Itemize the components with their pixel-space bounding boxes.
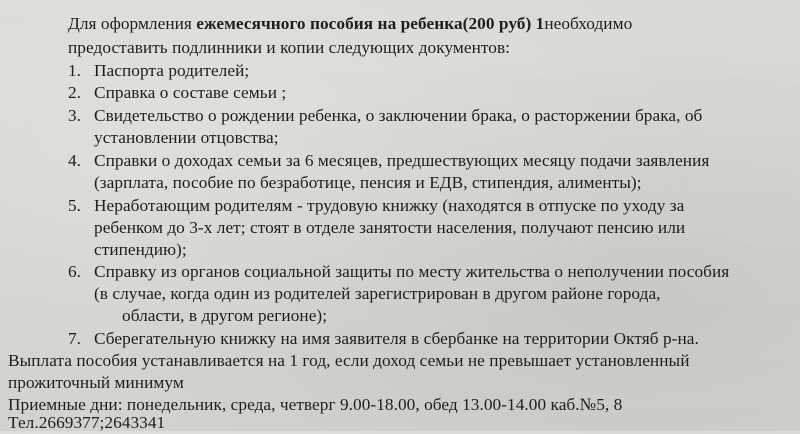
item-1-line-1: Паспорта родителей; (94, 61, 250, 80)
item-6-line-2: (в случае, когда один из родителей зарегистрирован в другом районе города, (94, 284, 661, 303)
item-2-number: 2. (68, 83, 81, 102)
item-6-line-3: области, в другом регионе); (122, 306, 328, 325)
item-1-number: 1. (68, 61, 81, 80)
item-4-line-1: Справки о доходах семьи за 6 месяцев, предшествующих месяцу подачи заявления (94, 151, 710, 170)
item-2-line-1: Справка о составе семьи ; (94, 83, 287, 102)
item-5-number: 5. (68, 196, 81, 215)
item-6-number: 6. (68, 262, 81, 281)
intro-suffix: необходимо (544, 14, 633, 33)
item-5-line-1: Неработающим родителям - трудовую книжку (находятся в отпуске по уходу за (94, 196, 685, 215)
payment-line-2: прожиточный минимум (8, 373, 184, 392)
item-3-line-1: Свидетельство о рождении ребенка, о заключении брака, о расторжении брака, об (94, 106, 703, 125)
intro-line-1 (68, 13, 632, 35)
reception-line-1: Приемные дни: понедельник, среда, четверг 9.00-18.00, обед 13.00-14.00 каб.№5, 8 (8, 395, 623, 414)
item-3-line-2: установлении отцовства; (94, 128, 279, 147)
item-5-line-2: ребенком до 3-х лет; стоят в отделе занятости населения, получают пенсию или (94, 218, 686, 237)
item-7-line-1: Сберегательную книжку на имя заявителя в сбербанке на территории Октяб р-на. (94, 329, 699, 348)
item-4-number: 4. (68, 151, 81, 170)
item-6-line-1: Справку из органов социальной защиты по месту жительства о неполучении пособия (94, 262, 730, 281)
payment-line-1: Выплата пособия устанавливается на 1 год, если доход семьи не превышает установленный (8, 351, 690, 370)
reception-line-2: Тел.2669377;2643341 (8, 413, 166, 432)
item-4-line-2: (зарплата, пособие по безработице, пенсия и ЕДВ, стипендия, алименты); (94, 173, 642, 192)
item-3-number: 3. (68, 106, 81, 125)
item-7-number: 7. (68, 329, 81, 348)
intro-prefix: Для оформления (68, 14, 197, 33)
intro-bold-text: ежемесячного пособия на ребенка(200 руб) 1 (196, 14, 545, 33)
intro-line-2: предоставить подлинники и копии следующих документов: (68, 38, 511, 57)
item-5-line-3: стипендию); (94, 240, 187, 259)
